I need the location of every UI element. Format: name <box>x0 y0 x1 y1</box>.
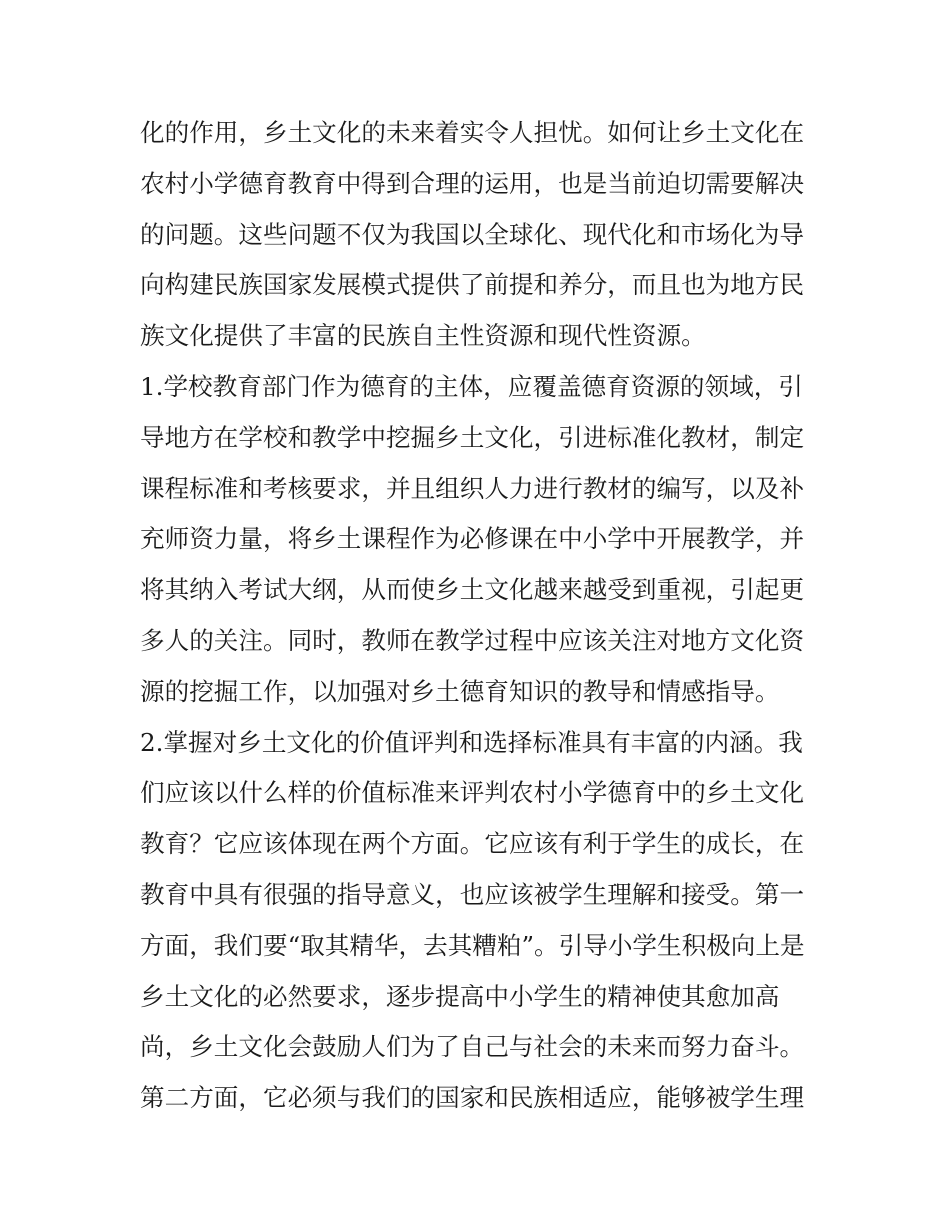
text-line: 尚，乡土文化会鼓励人们为了自己与社会的未来而努力奋斗。 <box>140 1032 805 1062</box>
document-body <box>140 108 820 1124</box>
text-line: 方面，我们要“取其精华，去其糟粕”。引导小学生积极向上是 <box>140 930 805 960</box>
text-line: 族文化提供了丰富的民族自主性资源和现代性资源。 <box>140 321 706 351</box>
text-line: 第二方面，它必须与我们的国家和民族相适应，能够被学生理 <box>140 1083 805 1113</box>
text-line: 充师资力量，将乡土课程作为必修课在中小学中开展教学，并 <box>140 524 805 554</box>
text-line: 多人的关注。同时，教师在教学过程中应该关注对地方文化资 <box>140 625 805 655</box>
text-line: 们应该以什么样的价值标准来评判农村小学德育中的乡土文化 <box>140 778 805 808</box>
text-line: 农村小学德育教育中得到合理的运用，也是当前迫切需要解决 <box>140 168 805 198</box>
text-line: 教育中具有很强的指导意义，也应该被学生理解和接受。第一 <box>140 879 805 909</box>
text-line: 2.掌握对乡土文化的价值评判和选择标准具有丰富的内涵。我 <box>140 727 803 757</box>
text-line: 源的挖掘工作，以加强对乡土德育知识的教导和情感指导。 <box>140 676 780 706</box>
text-line: 将其纳入考试大纲，从而使乡土文化越来越受到重视，引起更 <box>140 575 805 605</box>
text-line: 化的作用，乡土文化的未来着实令人担忧。如何让乡土文化在 <box>140 118 805 147</box>
text-line: 向构建民族国家发展模式提供了前提和养分，而且也为地方民 <box>140 270 805 300</box>
text-line: 课程标准和考核要求，并且组织人力进行教材的编写，以及补 <box>140 473 805 503</box>
text-line: 乡土文化的必然要求，逐步提高中小学生的精神使其愈加高 <box>140 981 780 1011</box>
text-line: 的问题。这些问题不仅为我国以全球化、现代化和市场化为导 <box>140 219 805 249</box>
text-line: 导地方在学校和教学中挖掘乡土文化，引进标准化教材，制定 <box>140 422 805 452</box>
text-line: 教育？它应该体现在两个方面。它应该有利于学生的成长，在 <box>140 829 805 859</box>
text-line: 1.学校教育部门作为德育的主体，应覆盖德育资源的领域，引 <box>140 371 803 401</box>
